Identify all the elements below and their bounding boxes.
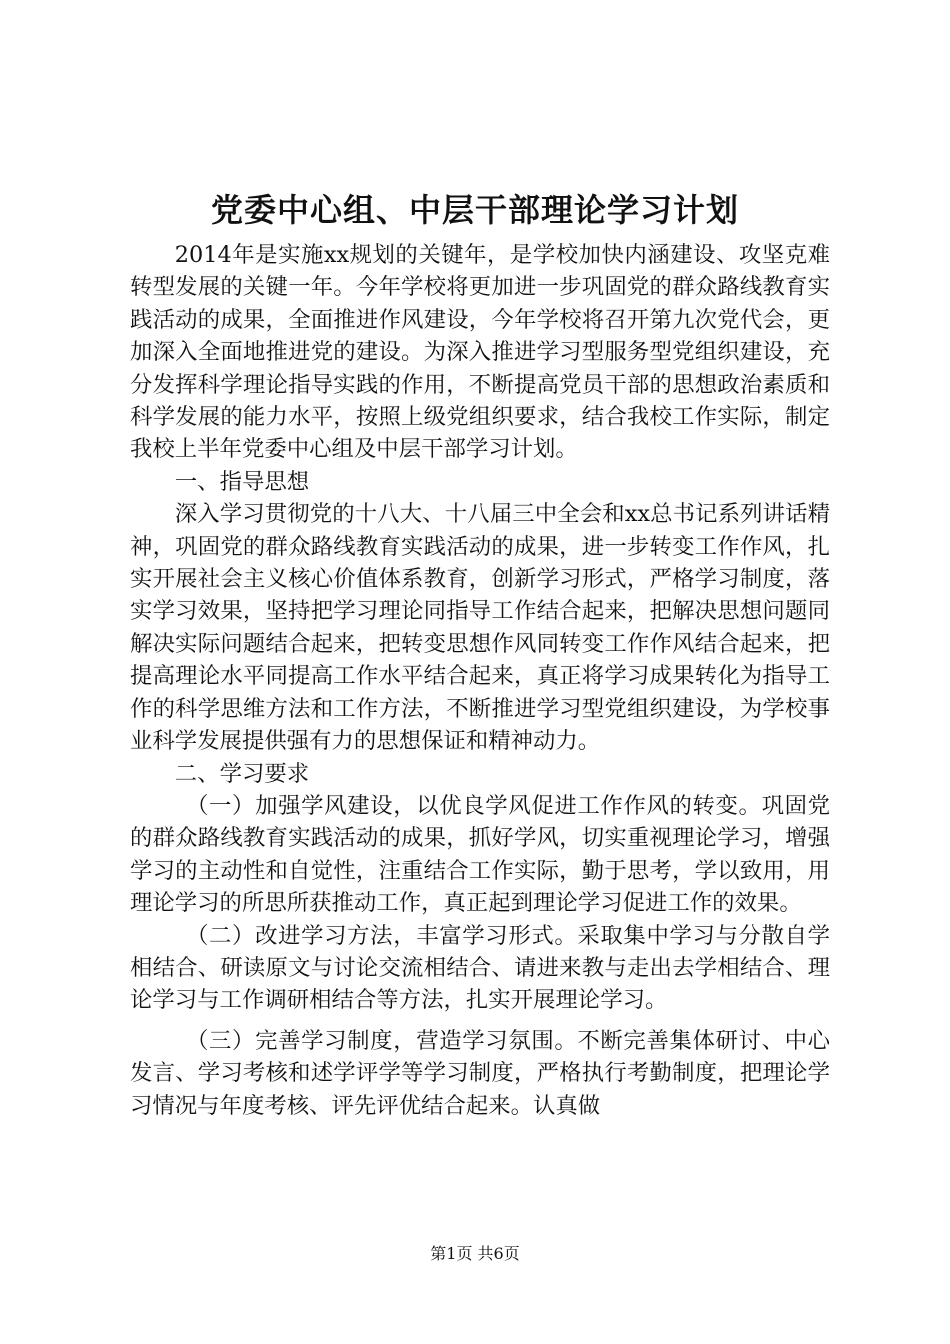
- paragraph-requirement-3: （三）完善学习制度，营造学习氛围。不断完善集体研讨、中心发言、学习考核和述学评学等学习制度，严格执行考勤制度，把理论学习情况与年度考核、评先评优结合起来。认真做: [130, 1027, 830, 1119]
- paragraph-requirement-2: （二）改进学习方法，丰富学习形式。采取集中学习与分散自学相结合、研读原文与讨论交流相结合、请进来教与走出去学相结合、理论学习与工作调研相结合等方法，扎实开展理论学习。: [130, 922, 830, 1014]
- paragraph-guiding-ideology: 深入学习贯彻党的十八大、十八届三中全会和xx总书记系列讲话精神，巩固党的群众路线教育实践活动的成果，进一步转变工作作风，扎实开展社会主义核心价值体系教育，创新学习形式，严格学习制度，落实学习效果，坚持把学习理论同指导工作结合起来，把解决思想问题同解决实际问题结合起来，把转变思想作风同转变工作作风结合起来，把提高理论水平同提高工作水平结合起来，真正将学习成果转化为指导工作的科学思维方法和工作方法，不断推进学习型党组织建设，为学校事业科学发展提供强有力的思想保证和精神动力。: [130, 501, 830, 755]
- paragraph-requirement-1: （一）加强学风建设，以优良学风促进工作作风的转变。巩固党的群众路线教育实践活动的成果，抓好学风，切实重视理论学习，增强学习的主动性和自觉性，注重结合工作实际，勤于思考，学以致用，用理论学习的所思所获推动工作，真正起到理论学习促进工作的效果。: [130, 792, 830, 917]
- document-title: 党委中心组、中层干部理论学习计划: [210, 191, 739, 229]
- document-body: [130, 239, 830, 1122]
- paragraph-intro: 2014年是实施xx规划的关键年，是学校加快内涵建设、攻坚克难转型发展的关键一年。今年学校将更加进一步巩固党的群众路线教育实践活动的成果，全面推进作风建设，今年学校将召开第九次党代会，更加深入全面地推进党的建设。为深入推进学习型服务型党组织建设，充分发挥科学理论指导实践的作用，不断提高党员干部的思想政治素质和科学发展的能力水平，按照上级党组织要求，结合我校工作实际，制定我校上半年党委中心组及中层干部学习计划。: [130, 242, 830, 463]
- heading-study-requirements: 二、学习要求: [174, 760, 310, 787]
- heading-guiding-ideology: 一、指导思想: [174, 468, 310, 495]
- page-footer: 第1页 共6页: [430, 1244, 520, 1263]
